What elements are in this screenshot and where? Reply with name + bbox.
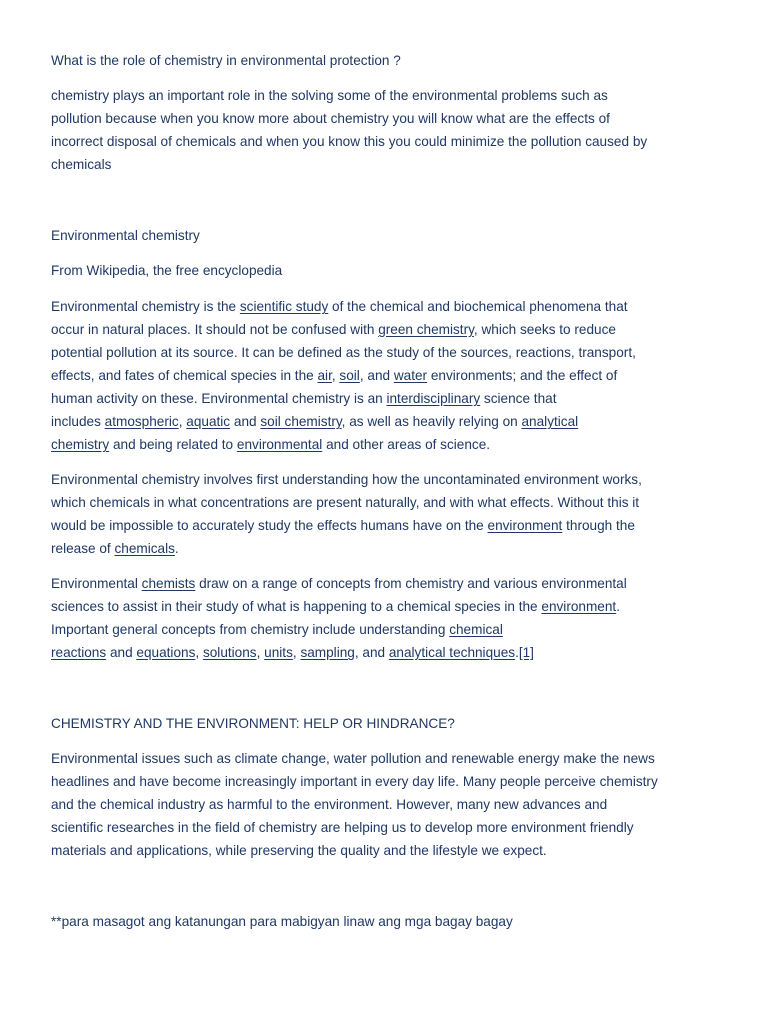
para1-line: potential pollution at its source. It can be defined as the study of the sources, reactions, transport, bbox=[51, 345, 636, 360]
para4-line: Environmental issues such as climate change, water pollution and renewable energy make the news bbox=[51, 751, 655, 766]
link-green-chemistry[interactable]: green chemistry bbox=[378, 322, 474, 337]
answer-line: chemicals bbox=[51, 157, 112, 172]
wiki-source: From Wikipedia, the free encyclopedia bbox=[51, 263, 283, 278]
link-air[interactable]: air bbox=[317, 368, 332, 383]
para4-line: materials and applications, while preserving the quality and the lifestyle we expect. bbox=[51, 843, 547, 858]
link-equations[interactable]: equations bbox=[136, 645, 196, 660]
link-chemical-reactions-cont[interactable]: reactions bbox=[51, 645, 107, 660]
link-soil-chemistry[interactable]: soil chemistry bbox=[260, 414, 342, 429]
link-soil[interactable]: soil bbox=[339, 368, 360, 383]
answer-line: pollution because when you know more about chemistry you will know what are the effects of bbox=[51, 111, 610, 126]
link-interdisciplinary[interactable]: interdisciplinary bbox=[386, 391, 481, 406]
footer-note: **para masagot ang katanungan para mabigyan linaw ang mga bagay bagay bbox=[51, 914, 513, 929]
para3-line: sciences to assist in their study of what is happening to a chemical species in the environment. bbox=[51, 599, 620, 614]
para2-line: release of chemicals. bbox=[51, 541, 179, 556]
section-heading: CHEMISTRY AND THE ENVIRONMENT: HELP OR HINDRANCE? bbox=[51, 716, 455, 731]
para4-line: and the chemical industry as harmful to the environment. However, many new advances and bbox=[51, 797, 608, 812]
link-analytical-techniques[interactable]: analytical techniques bbox=[388, 645, 516, 660]
para3-line: reactions and equations, solutions, units, sampling, and analytical techniques.[1] bbox=[51, 645, 534, 660]
para1-line: chemistry and being related to environmental and other areas of science. bbox=[51, 437, 491, 452]
para4-line: headlines and have become increasingly important in every day life. Many people perceive chemistry bbox=[51, 774, 658, 789]
link-atmospheric[interactable]: atmospheric bbox=[104, 414, 179, 429]
link-water[interactable]: water bbox=[393, 368, 428, 383]
question-heading: What is the role of chemistry in environmental protection ? bbox=[51, 53, 401, 68]
link-chemists[interactable]: chemists bbox=[141, 576, 196, 591]
link-solutions[interactable]: solutions bbox=[202, 645, 257, 660]
link-chemical-reactions[interactable]: chemical bbox=[449, 622, 503, 637]
para1-line: includes atmospheric, aquatic and soil chemistry, as well as heavily relying on analytical bbox=[51, 414, 579, 429]
para3-line: Important general concepts from chemistry include understanding chemical bbox=[51, 622, 503, 637]
link-citation-1[interactable]: [1] bbox=[518, 645, 534, 660]
link-environmental[interactable]: environmental bbox=[236, 437, 323, 452]
link-sampling[interactable]: sampling bbox=[300, 645, 355, 660]
answer-line: incorrect disposal of chemicals and when you know this you could minimize the pollution caused by bbox=[51, 134, 648, 149]
para1-line: Environmental chemistry is the scientific study of the chemical and biochemical phenomena that bbox=[51, 299, 628, 314]
link-aquatic[interactable]: aquatic bbox=[186, 414, 231, 429]
para2-line: would be impossible to accurately study the effects humans have on the environment through the bbox=[51, 518, 635, 533]
para1-line: human activity on these. Environmental chemistry is an interdisciplinary science that bbox=[51, 391, 557, 406]
link-environment[interactable]: environment bbox=[487, 518, 563, 533]
answer-line: chemistry plays an important role in the solving some of the environmental problems such as bbox=[51, 88, 608, 103]
link-analytical-chemistry-cont[interactable]: chemistry bbox=[51, 437, 110, 452]
wiki-title: Environmental chemistry bbox=[51, 228, 200, 243]
para1-line: effects, and fates of chemical species in the air, soil, and water environments; and the effect of bbox=[51, 368, 618, 383]
para1-line: occur in natural places. It should not be confused with green chemistry, which seeks to reduce bbox=[51, 322, 616, 337]
link-environment-2[interactable]: environment bbox=[541, 599, 617, 614]
link-units[interactable]: units bbox=[264, 645, 293, 660]
para2-line: Environmental chemistry involves first understanding how the uncontaminated environment works, bbox=[51, 472, 642, 487]
link-chemicals[interactable]: chemicals bbox=[114, 541, 175, 556]
para4-line: scientific researches in the field of chemistry are helping us to develop more environment friendly bbox=[51, 820, 634, 835]
link-scientific-study[interactable]: scientific study bbox=[239, 299, 329, 314]
para3-line: Environmental chemists draw on a range of concepts from chemistry and various environmental bbox=[51, 576, 627, 591]
link-analytical-chemistry[interactable]: analytical bbox=[521, 414, 579, 429]
para2-line: which chemicals in what concentrations are present naturally, and with what effects. Without this it bbox=[51, 495, 640, 510]
